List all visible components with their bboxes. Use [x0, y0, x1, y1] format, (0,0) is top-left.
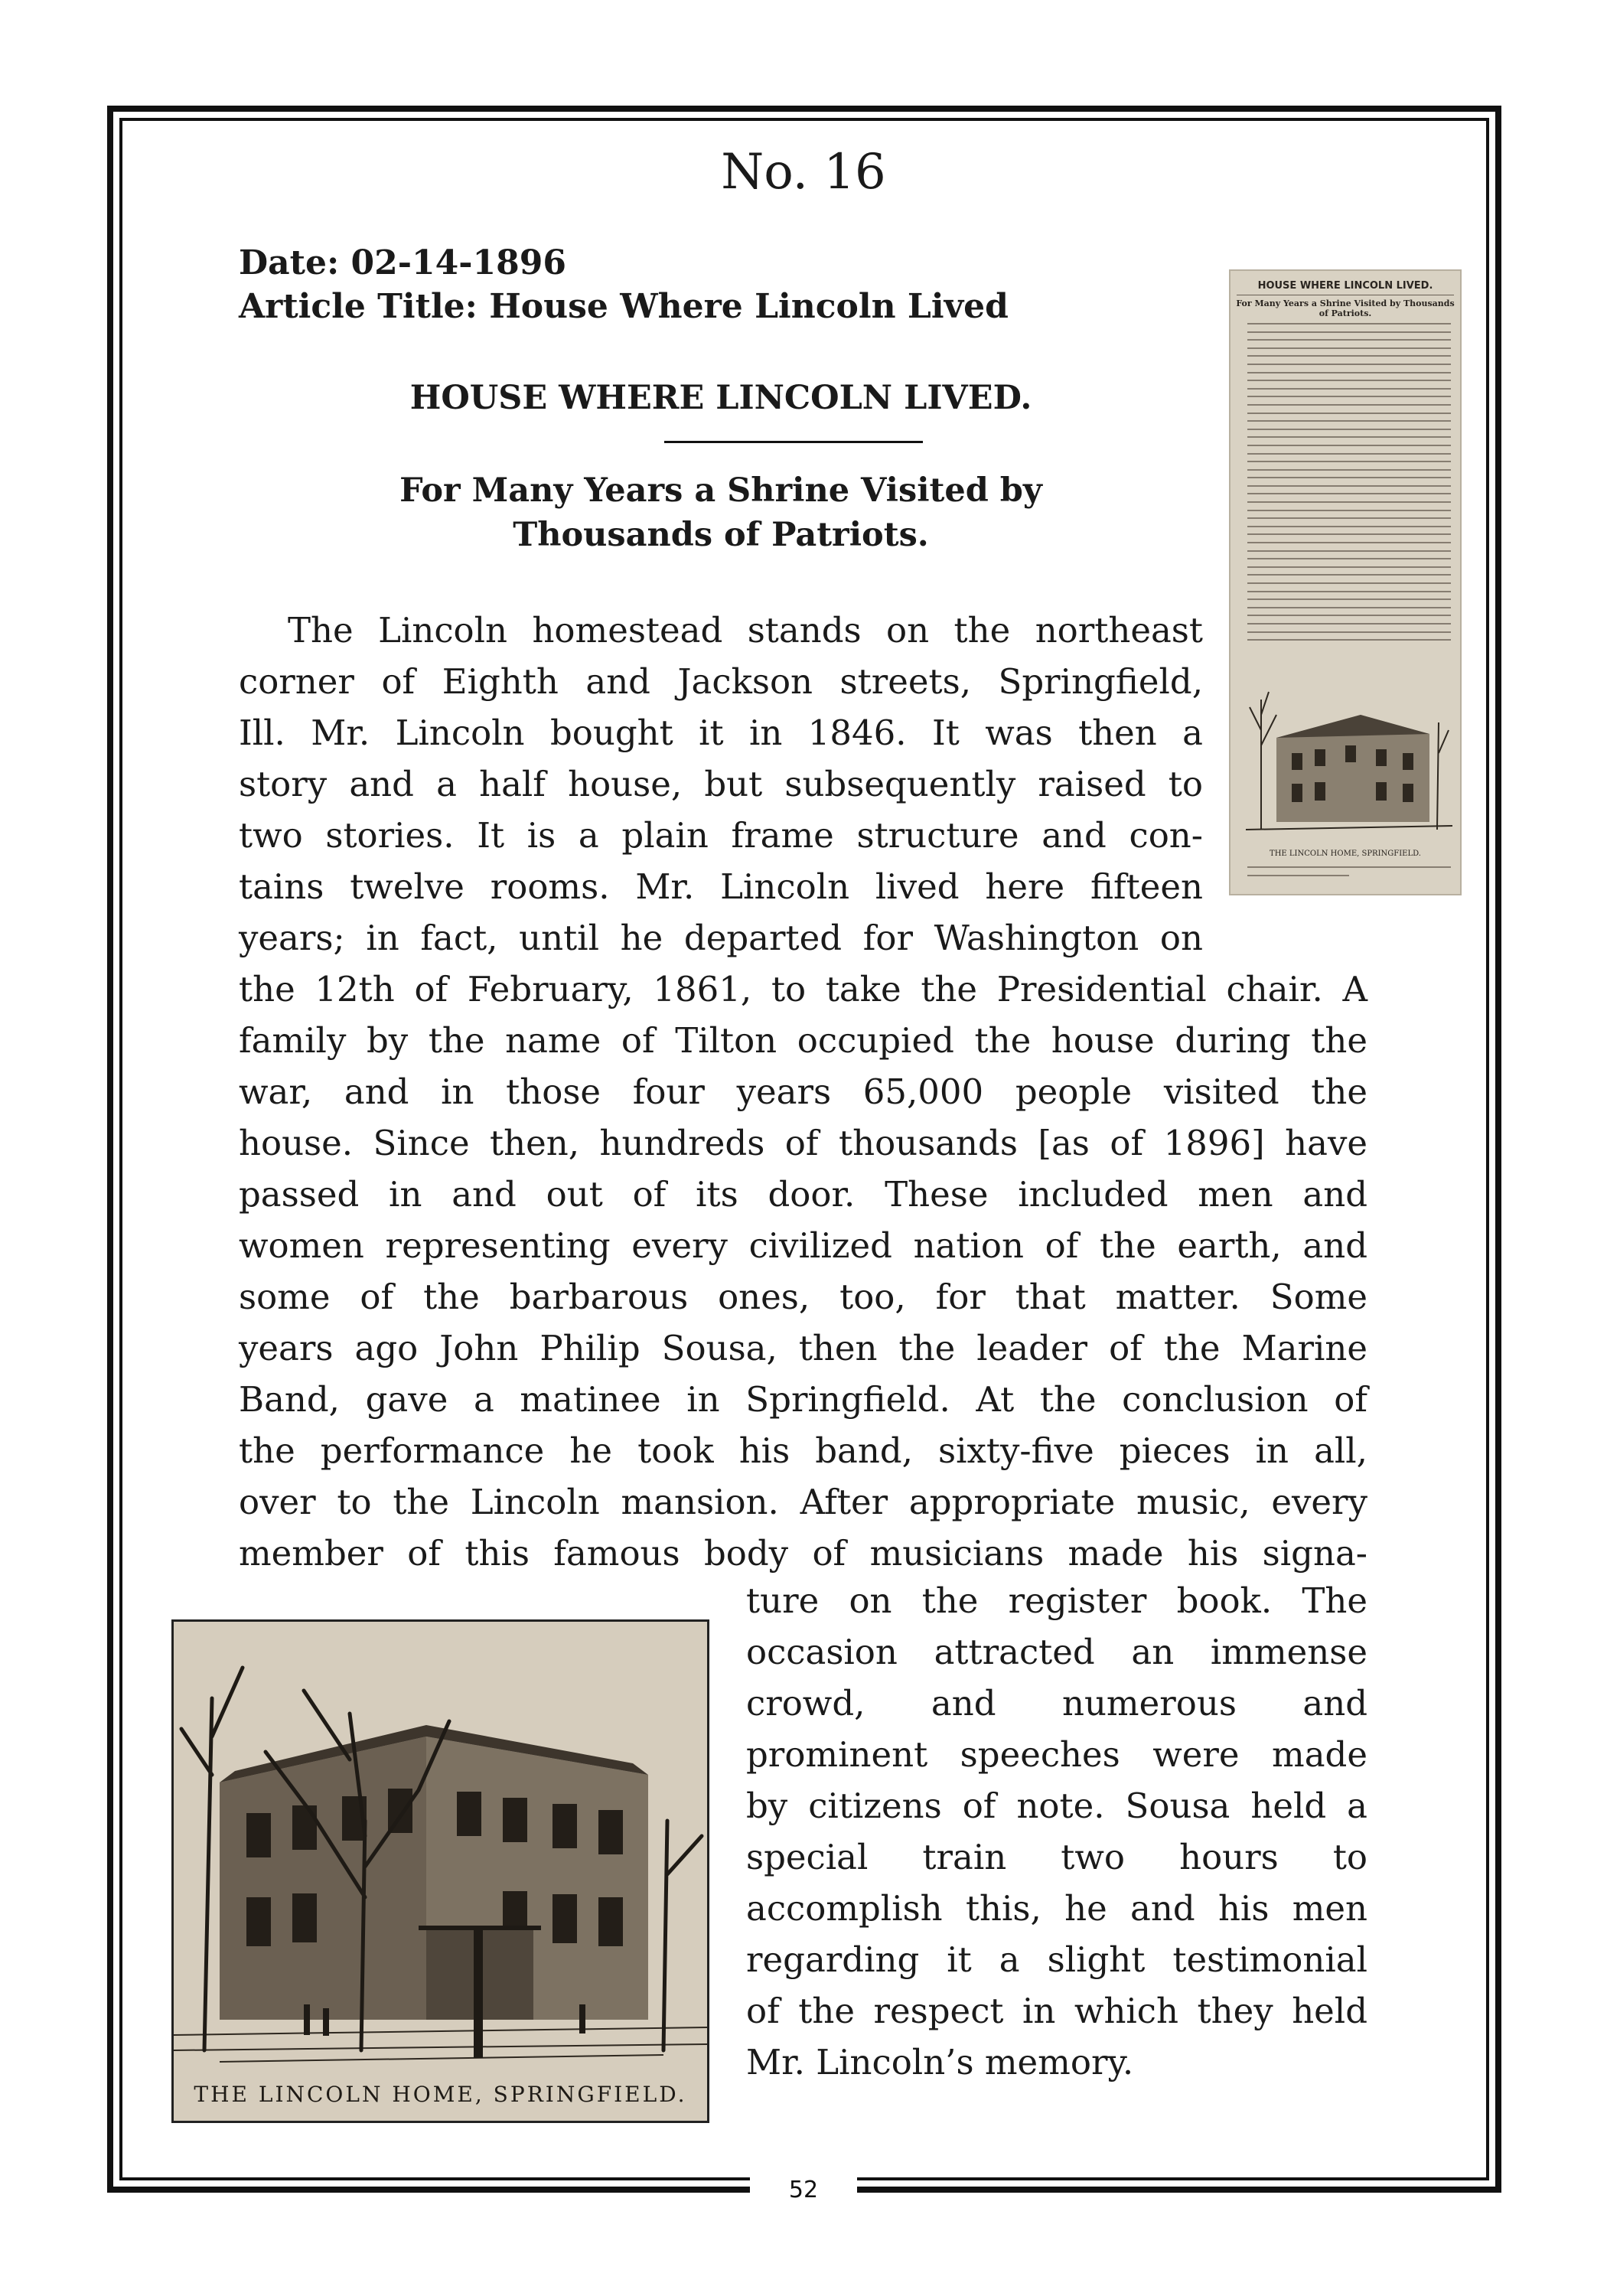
clipping-house-engraving — [1246, 669, 1452, 845]
illustration-caption: THE LINCOLN HOME, SPRINGFIELD. — [194, 2082, 687, 2107]
body-line: years; in fact, until he departed for Washington on — [239, 918, 1203, 958]
body-line: corner of Eighth and Jackson streets, Springfield, — [239, 661, 1203, 702]
body-text-lower — [746, 1575, 1367, 2088]
body-line: Band, gave a matinee in Springfield. At the conclusion of — [239, 1379, 1367, 1420]
subheadline-line-2: Thousands of Patriots. — [513, 516, 929, 554]
page-number: 52 — [788, 2177, 819, 2203]
body-line: crowd, and numerous and — [746, 1683, 1367, 1724]
body-line: family by the name of Tilton occupied the house during the — [239, 1020, 1367, 1061]
body-text-upper — [239, 605, 1203, 964]
body-line: special train two hours to — [746, 1837, 1367, 1877]
article-title: Article Title: House Where Lincoln Lived — [239, 287, 1009, 326]
article-headline: HOUSE WHERE LINCOLN LIVED. — [409, 379, 1032, 417]
body-line: the 12th of February, 1861, to take the Presidential chair. A — [239, 969, 1367, 1009]
newspaper-clipping-image — [1229, 269, 1462, 895]
article-subheadline — [239, 468, 1203, 557]
clipping-headline: HOUSE WHERE LINCOLN LIVED. — [1237, 280, 1454, 295]
body-line: some of the barbarous ones, too, for that matter. Some — [239, 1277, 1367, 1317]
body-line: Ill. Mr. Lincoln bought it in 1846. It was then a — [239, 713, 1203, 753]
body-line: The Lincoln homestead stands on the northeast — [288, 610, 1203, 651]
body-line: by citizens of note. Sousa held a — [746, 1786, 1367, 1826]
body-line: prominent speeches were made — [746, 1734, 1367, 1775]
body-line: accomplish this, he and his men — [746, 1888, 1367, 1929]
body-line: of the respect in which they held — [746, 1991, 1367, 2031]
clipping-caption: THE LINCOLN HOME, SPRINGFIELD. — [1270, 850, 1421, 858]
body-line: the performance he took his band, sixty-five pieces in all, — [239, 1430, 1367, 1471]
body-text-middle — [239, 964, 1367, 1579]
clipping-text-lines — [1247, 323, 1451, 641]
body-line: member of this famous body of musicians made his signa- — [239, 1533, 1367, 1574]
body-line: over to the Lincoln mansion. After appropriate music, every — [239, 1482, 1367, 1522]
body-line: story and a half house, but subsequently raised to — [239, 764, 1203, 804]
clipping-tail-lines — [1247, 866, 1451, 883]
body-line: war, and in those four years 65,000 people visited the — [239, 1071, 1367, 1112]
clipping-subheadline: For Many Years a Shrine Visited by Thousands of Patriots. — [1236, 298, 1455, 318]
body-line: tains twelve rooms. Mr. Lincoln lived here fifteen — [239, 866, 1203, 907]
entry-number: No. 16 — [721, 144, 886, 201]
body-line: regarding it a slight testimonial — [746, 1939, 1367, 1980]
body-line: two stories. It is a plain frame structure and con- — [239, 815, 1203, 856]
body-line: passed in and out of its door. These included men and — [239, 1174, 1367, 1215]
body-line: Mr. Lincoln’s memory. — [746, 2042, 1134, 2082]
headline-rule — [664, 441, 923, 443]
body-line: years ago John Philip Sousa, then the leader of the Marine — [239, 1328, 1367, 1368]
body-line: women representing every civilized nation of the earth, and — [239, 1225, 1367, 1266]
article-date: Date: 02-14-1896 — [239, 243, 566, 282]
subheadline-line-1: For Many Years a Shrine Visited by — [399, 471, 1042, 510]
house-engraving — [174, 1622, 707, 2121]
lincoln-home-illustration — [171, 1619, 709, 2123]
body-line: house. Since then, hundreds of thousands [as of 1896] have — [239, 1123, 1367, 1163]
body-line: occasion attracted an immense — [746, 1632, 1367, 1672]
body-line: ture on the register book. The — [746, 1580, 1367, 1621]
